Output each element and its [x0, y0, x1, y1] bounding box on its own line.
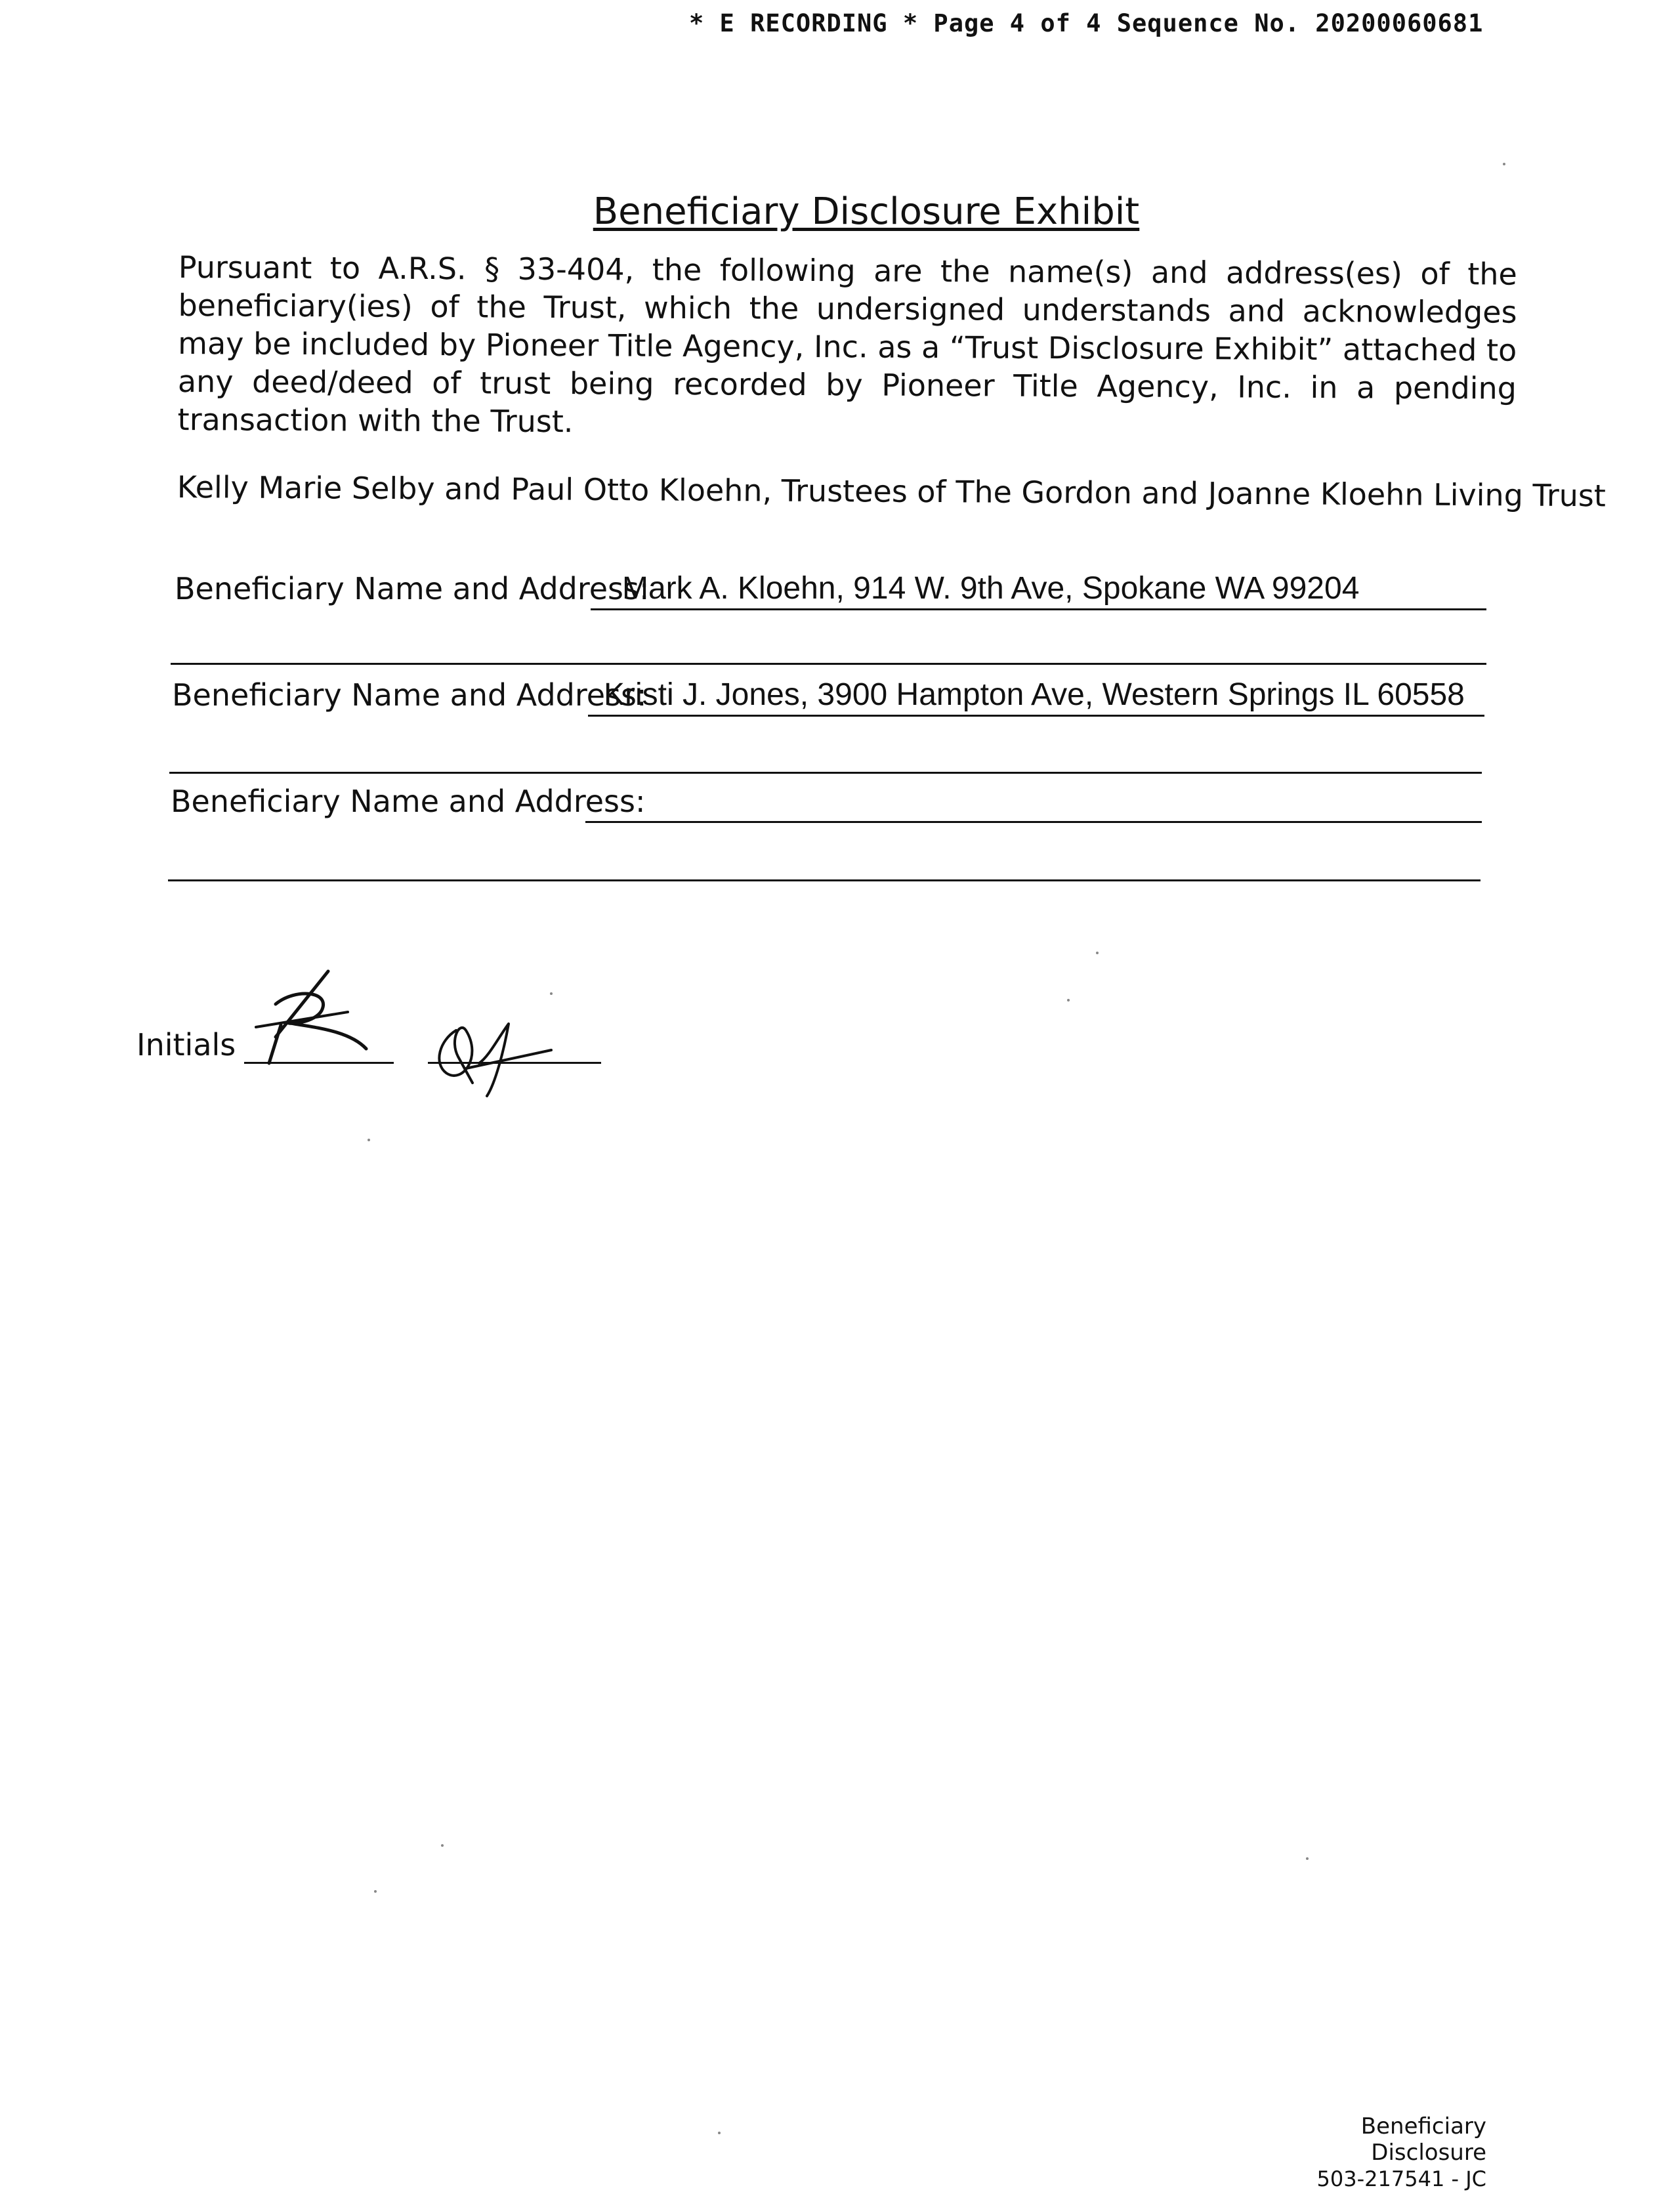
- scan-speck: [718, 2132, 721, 2134]
- scan-speck: [1096, 952, 1099, 954]
- scan-speck: [550, 992, 553, 995]
- footer-reference: 503-217541 - JC: [1316, 2166, 1486, 2191]
- beneficiary-label-1: Beneficiary Name and Address:: [175, 571, 650, 606]
- beneficiary-row-2: [0, 676, 1509, 722]
- beneficiary-row-3: [0, 782, 1509, 828]
- scan-speck: [374, 1890, 377, 1893]
- beneficiary-continuation-line-3: [168, 879, 1480, 881]
- beneficiary-label-2: Beneficiary Name and Address:: [172, 677, 647, 713]
- beneficiary-continuation-line-2: [169, 772, 1482, 774]
- scan-speck: [368, 1139, 370, 1141]
- initials-signature-1: [249, 965, 394, 1076]
- beneficiary-label-3: Beneficiary Name and Address:: [171, 784, 646, 819]
- beneficiary-value-2[interactable]: Kristi J. Jones, 3900 Hampton Ave, Western Springs IL 60558: [604, 677, 1465, 712]
- initials-label: Initials: [136, 1027, 236, 1063]
- beneficiary-continuation-line-1: [171, 663, 1486, 665]
- initials-signature-2: [427, 1011, 597, 1103]
- beneficiary-row-1: [0, 570, 1509, 616]
- scan-speck: [1306, 1857, 1309, 1860]
- footer-title: Beneficiary Disclosure: [1360, 2113, 1486, 2166]
- page-footer: [1276, 2113, 1486, 2192]
- trustees-statement: Kelly Marie Selby and Paul Otto Kloehn, Trustees of The Gordon and Joanne Kloehn Living Trust: [177, 469, 1606, 514]
- beneficiary-value-1[interactable]: Mark A. Kloehn, 914 W. 9th Ave, Spokane WA 99204: [622, 571, 1360, 606]
- beneficiary-line-1: [591, 608, 1486, 610]
- beneficiary-line-3: [585, 821, 1482, 823]
- scan-speck: [1067, 999, 1070, 1001]
- beneficiary-line-2: [588, 715, 1484, 717]
- intro-paragraph: Pursuant to A.R.S. § 33-404, the following are the name(s) and address(es) of the beneficiary(ies) of the Trust, which the undersigned understands and acknowledges may be included by Pioneer Title Agency, Inc. as a “Trust Disclosure Exhibit” attached to any deed/deed of trust being recorded by Pioneer Title Agency, Inc. in a pending transaction with the Trust.: [177, 249, 1517, 440]
- recording-stamp: * E RECORDING * Page 4 of 4 Sequence No. 20200060681: [689, 9, 1484, 37]
- scan-speck: [441, 1844, 444, 1847]
- scan-speck: [1503, 163, 1505, 165]
- page-title: Beneficiary Disclosure Exhibit: [593, 190, 1140, 233]
